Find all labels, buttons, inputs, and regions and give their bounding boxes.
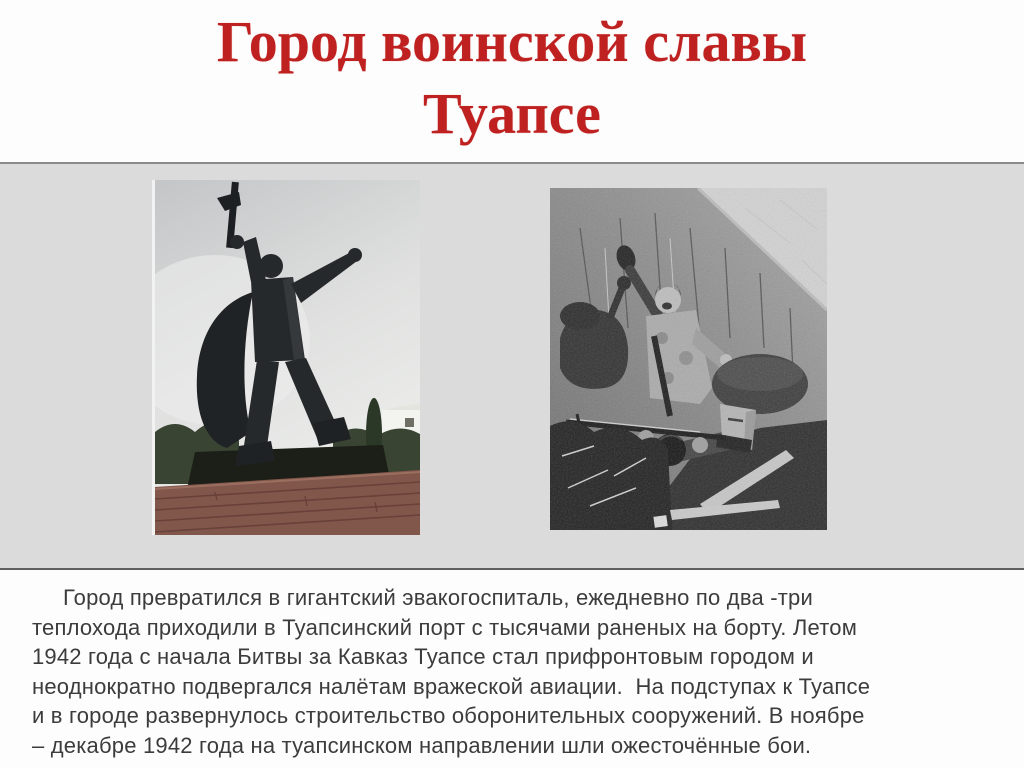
body-text-line: – декабре 1942 года на туапсинском направлении шли ожесточённые бои. (32, 732, 812, 758)
monument-photo-art (155, 180, 420, 535)
battle-photo (550, 188, 827, 530)
body-text-line: 1942 года с начала Битвы за Кавказ Туапсе стал прифронтовым городом и (32, 644, 814, 669)
battle-photo-art (550, 188, 827, 530)
body-text-line: и в городе развернулось строительство оборонительных сооружений. В ноябре (32, 703, 865, 728)
body-text-line: Город превратился в гигантский эвакогоспиталь, ежедневно по два -три (63, 585, 813, 610)
photo-band (0, 164, 1024, 570)
body-text (32, 583, 998, 760)
monument-pedestal (155, 445, 420, 535)
slide-title-line2: Туапсе (423, 81, 601, 146)
battle-film-grain (550, 188, 827, 530)
monument-photo (155, 180, 420, 535)
slide-title (0, 6, 1024, 150)
slide-title-line1: Город воинской славы (216, 9, 808, 74)
body-text-line: теплохода приходили в Туапсинский порт с тысячами раненых на борту. Летом (32, 614, 858, 640)
body-text-line: неоднократно подвергался налётам вражеской авиации. На подступах к Туапсе (32, 673, 871, 699)
